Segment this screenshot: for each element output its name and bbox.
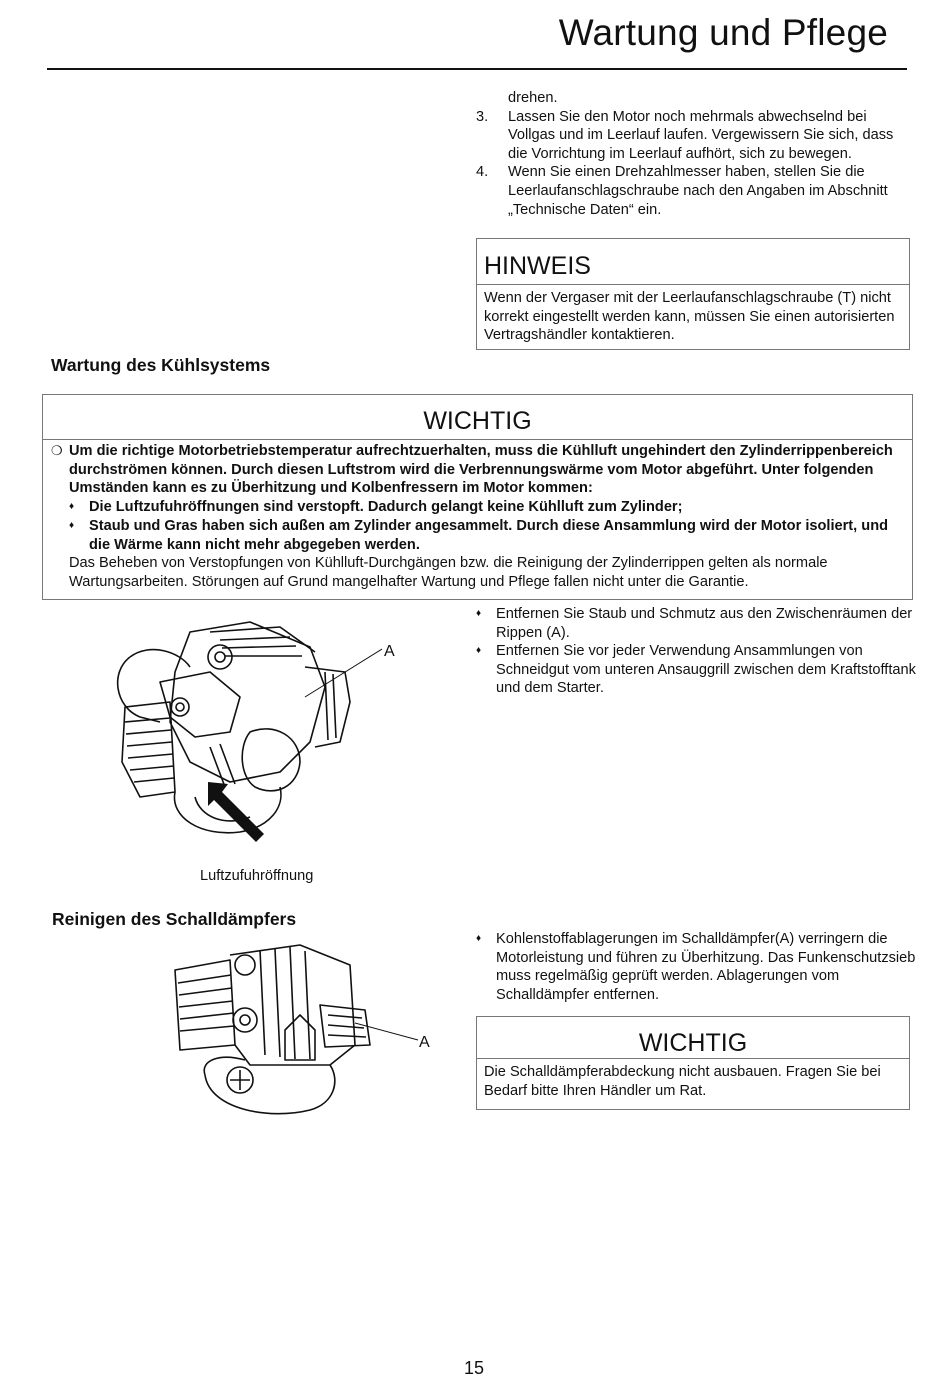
hinweis-title: HINWEIS — [477, 239, 909, 285]
wichtig-text: Die Schalldämpferabdeckung nicht ausbauen. Fragen Sie bei Bedarf bitte Ihren Händler um Rat. — [484, 1064, 881, 1099]
list-item-text: Entfernen Sie vor jeder Verwendung Ansammlungen von Schneidgut vom unteren Ansauggrill zwischen dem Kraftstofftank und dem Starter. — [496, 643, 916, 697]
wichtig-lead-text: Um die richtige Motorbetriebstemperatur aufrechtzuerhalten, muss die Kühlluft ungehindert den Zylinderrippenbereich durchströmen können. Durch diesen Luftstrom wird die Verbrennungswärme vom Motor abgeführt. Unter folgenden Umständen kann es zu Überhitzung und Kolbenfressern im Motor kommen: — [69, 443, 893, 497]
diamond-bullet-icon: ♦ — [476, 933, 482, 944]
wichtig-note: Das Beheben von Verstopfungen von Kühlluft-Durchgängen bzw. die Reinigung der Zylinderrippen gelten als normale Wartungsarbeiten. Störungen auf Grund mangelhafter Wartung und Pflege fallen nicht unter die Garantie. — [69, 555, 828, 590]
figure2-label: A — [419, 1034, 430, 1051]
step-list — [476, 89, 916, 219]
step-item — [476, 89, 916, 108]
step-number: 3. — [476, 108, 489, 125]
wichtig-box-muffler — [476, 1016, 910, 1110]
wichtig-title: WICHTIG — [43, 395, 912, 440]
diamond-bullet-icon: ♦ — [476, 608, 482, 619]
step-item — [476, 163, 916, 219]
step-number — [476, 89, 508, 108]
step-text: Wenn Sie einen Drehzahlmesser haben, stellen Sie die Leerlaufanschlagschraube nach den Angaben im Abschnitt „Technische Daten“ ein. — [508, 164, 888, 218]
wichtig-lead — [51, 442, 904, 498]
muffler-illustration — [150, 935, 440, 1120]
circle-bullet-icon: ❍ — [51, 443, 63, 458]
diamond-bullet-icon: ♦ — [476, 645, 482, 657]
wichtig-box-cooling — [42, 394, 913, 600]
hinweis-box — [476, 238, 910, 350]
list-item-text: Entfernen Sie Staub und Schmutz aus den Zwischenräumen der Rippen (A). — [496, 606, 913, 641]
step-text: Lassen Sie den Motor noch mehrmals abwechselnd bei Vollgas und im Leerlauf laufen. Vergewissern Sie sich, dass die Vorrichtung im Leerlauf aufhört, sich zu bewegen. — [508, 108, 894, 162]
section-heading-muffler: Reinigen des Schalldämpfers — [52, 909, 297, 929]
figure1-caption: Luftzufuhröffnung — [200, 868, 314, 884]
step-text: drehen. — [508, 90, 558, 106]
figure1-label: A — [384, 643, 395, 660]
page-title: Wartung und Pflege — [558, 12, 888, 53]
wichtig-item-text: Die Luftzufuhröffnungen sind verstopft. Dadurch gelangt keine Kühlluft zum Zylinder; — [89, 499, 683, 516]
list-item — [476, 642, 916, 698]
section-heading-cooling: Wartung des Kühlsystems — [51, 355, 271, 375]
muffler-bullet-list — [476, 930, 916, 1004]
wichtig-title: WICHTIG — [477, 1017, 909, 1059]
title-divider — [47, 68, 907, 70]
diamond-bullet-icon: ♦ — [69, 519, 75, 531]
step-number: 4. — [476, 164, 489, 181]
wichtig-item-text: Staub und Gras haben sich außen am Zylinder angesammelt. Durch diese Ansammlung wird der Motor isoliert, und die Wärme kann nicht mehr abgegeben werden. — [89, 517, 889, 553]
wichtig-item — [51, 498, 904, 517]
wichtig-item — [51, 517, 904, 554]
cooling-bullet-list — [476, 605, 916, 698]
step-item — [476, 108, 916, 164]
list-item-text: Kohlenstoffablagerungen im Schalldämpfer(A) verringern die Motorleistung und führen zu Überhitzung. Das Funkenschutzsieb muss regelmäßig geprüft werden. Ablagerungen vom Schalldämpfer entfernen. — [496, 931, 916, 1003]
list-item — [476, 605, 916, 642]
page-number: 15 — [464, 1358, 485, 1378]
diamond-bullet-icon: ♦ — [69, 501, 75, 513]
list-item — [476, 930, 916, 1004]
engine-cooling-illustration — [100, 612, 410, 847]
hinweis-text: Wenn der Vergaser mit der Leerlaufanschlagschraube (T) nicht korrekt eingestellt werden kann, müssen Sie einen autorisierten Vertragshändler kontaktieren. — [484, 290, 895, 344]
